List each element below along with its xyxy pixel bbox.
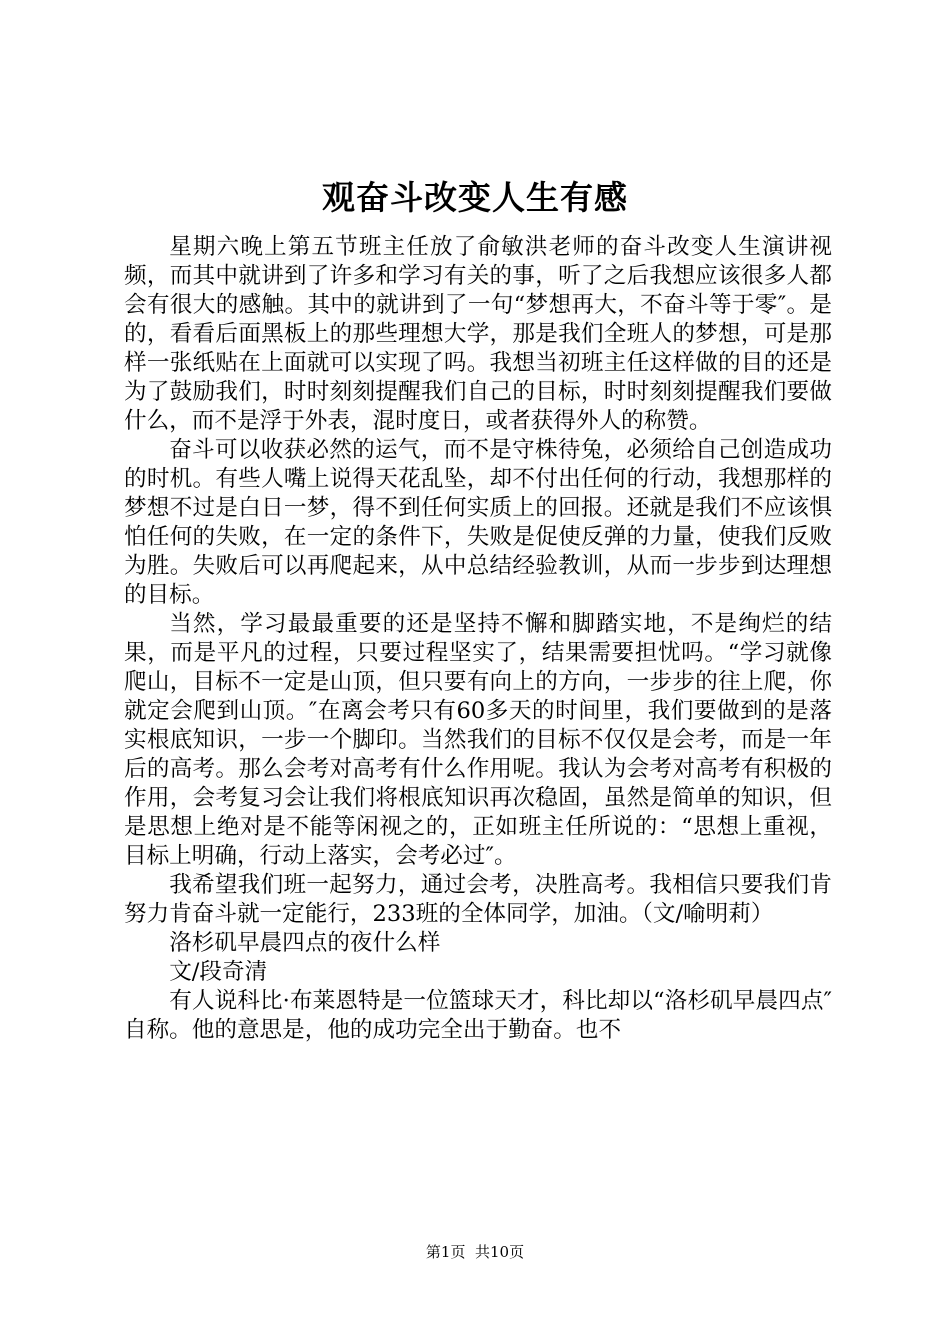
paragraph: 星期六晚上第五节班主任放了俞敏洪老师的奋斗改变人生演讲视频，而其中就讲到了许多和学习有关的事，听了之后我想应该很多人都会有很大的感触。其中的就讲到了一句“梦想再大，不奋斗等于零″。是的，看看后面黑板上的那些理想大学，那是我们全班人的梦想，可是那样一张纸贴在上面就可以实现了吗。我想当初班主任这样做的目的还是为了鼓励我们，时时刻刻提醒我们自己的目标，时时刻刻提醒我们要做什么，而不是浮于外表，混时度日，或者获得外人的称赞。 [124,234,832,434]
paragraph: 文/段奇清 [169,959,268,985]
document-body [124,233,832,1045]
page-total: 共10页 [475,1243,525,1261]
page-number: 第1页 [425,1243,466,1261]
paragraph: 当然，学习最最重要的还是坚持不懈和脚踏实地，不是绚烂的结果，而是平凡的过程，只要过程坚实了，结果需要担忧吗。“学习就像爬山，目标不一定是山顶，但只要有向上的方向，一步步的往上爬，你就定会爬到山顶。″在离会考只有60多天的时间里，我们要做到的是落实根底知识，一步一个脚印。当然我们的目标不仅仅是会考，而是一年后的高考。那么会考对高考有什么作用呢。我认为会考对高考有积极的作用，会考复习会让我们将根底知识再次稳固，虽然是简单的知识，但是思想上绝对是不能等闲视之的，正如班主任所说的：“思想上重视，目标上明确，行动上落实，会考必过″。 [124,611,832,869]
document-title: 观奋斗改变人生有感 [322,178,628,217]
paragraph: 有人说科比·布莱恩特是一位篮球天才，科比却以“洛杉矶早晨四点″自称。他的意思是，他的成功完全出于勤奋。也不 [124,988,832,1043]
page-footer [0,1242,950,1262]
paragraph: 我希望我们班一起努力，通过会考，决胜高考。我相信只要我们肯努力肯奋斗就一定能行，233班的全体同学，加油。（文/喻明莉） [124,872,832,927]
paragraph: 洛杉矶早晨四点的夜什么样 [169,930,441,956]
paragraph: 奋斗可以收获必然的运气，而不是守株待兔，必须给自己创造成功的时机。有些人嘴上说得天花乱坠，却不付出任何的行动，我想那样的梦想不过是白日一梦，得不到任何实质上的回报。还就是我们不应该惧怕任何的失败，在一定的条件下，失败是促使反弹的力量，使我们反败为胜。失败后可以再爬起来，从中总结经验教训，从而一步步到达理想的目标。 [124,437,832,608]
